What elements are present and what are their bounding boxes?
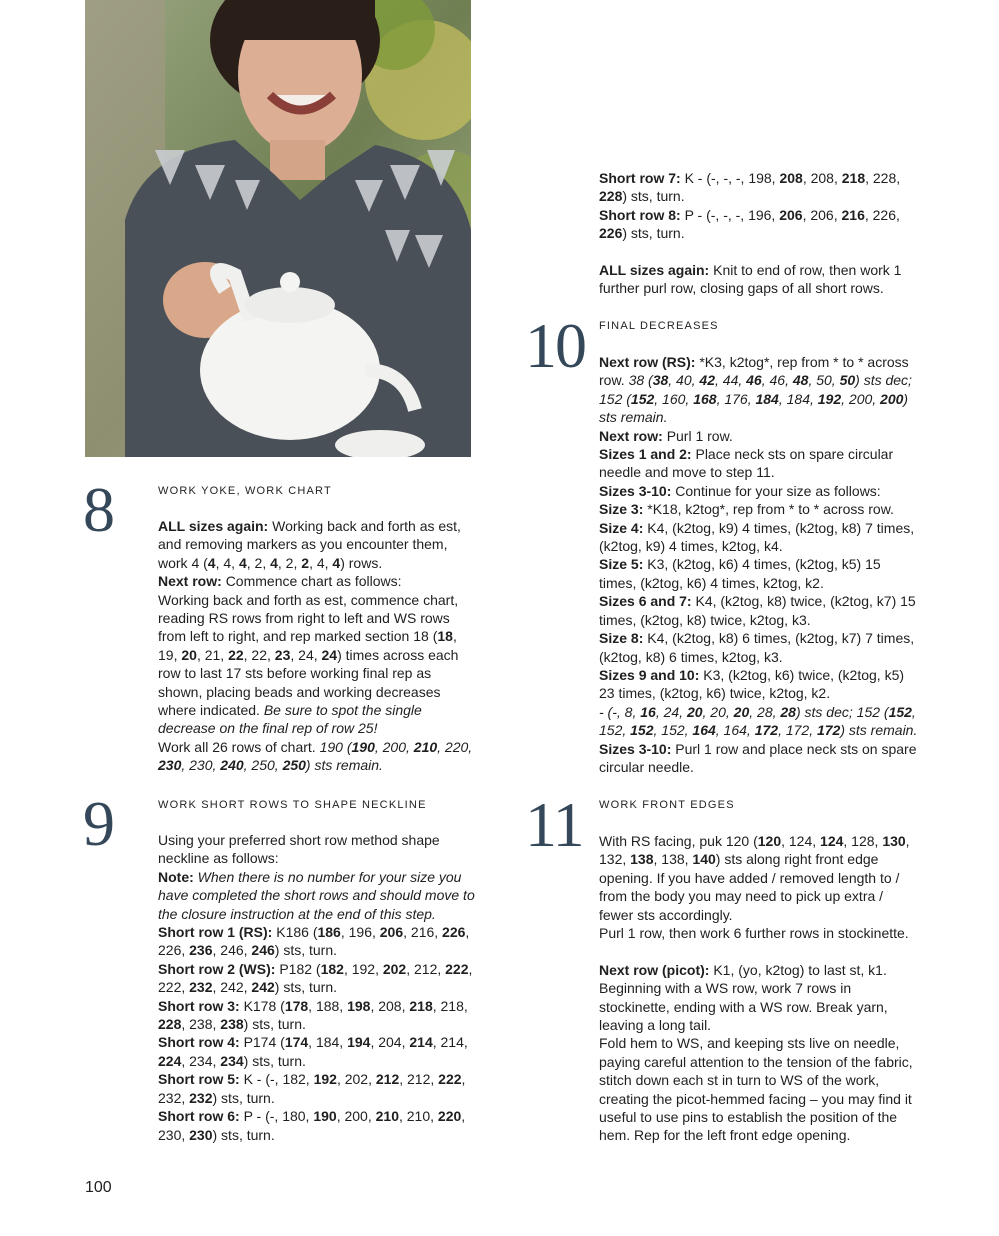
step-8-number: 8 (83, 474, 113, 545)
step-9-continued-body (599, 169, 919, 298)
step-10-body (599, 353, 919, 776)
step-8-body (158, 517, 478, 775)
photo-woman-pouring-tea (85, 0, 471, 457)
paragraph: Next row: Purl 1 row. (599, 427, 733, 444)
paragraph: Short row 6: P - (-, 180, 190, 200, 210, 210, 220, 230, 230) sts, turn. (158, 1108, 466, 1143)
paragraph: Purl 1 row, then work 6 further rows in stockinette. (599, 925, 909, 942)
step-10-heading: FINAL DECREASES (599, 320, 719, 332)
paragraph: Work all 26 rows of chart. 190 (190, 200, 210, 220, 230, 230, 240, 250, 250) sts remain. (158, 738, 473, 774)
paragraph: ALL sizes again: Working back and forth as est, and removing markers as you encounter them, work 4 (4, 4, 4, 2, 4, 2, 2, 4, 4) rows. (158, 518, 461, 571)
paragraph: Sizes 1 and 2: Place neck sts on spare circular needle and move to step 11. (599, 446, 894, 481)
paragraph: Sizes 3-10: Continue for your size as follows: (599, 482, 881, 499)
paragraph: Short row 5: K - (-, 182, 192, 202, 212, 212, 222, 232, 232) sts, turn. (158, 1071, 466, 1106)
paragraph: Short row 1 (RS): K186 (186, 196, 206, 216, 226, 226, 236, 246, 246) sts, turn. (158, 924, 470, 959)
paragraph: Note: When there is no number for your size you have completed the short rows and should move to the closure instruction at the end of this step. (158, 868, 475, 922)
step-11-body (599, 832, 919, 1145)
step-11-number: 11 (525, 789, 583, 860)
page-number: 100 (85, 1179, 112, 1196)
step-10-number: 10 (525, 310, 585, 381)
paragraph: ALL sizes again: Knit to end of row, then work 1 further purl row, closing gaps of all short rows. (599, 262, 902, 297)
paragraph: - (-, 8, 16, 24, 20, 20, 20, 28, 28) sts dec; 152 (152, 152, 152, 152, 164, 164, 172, 172, 172) sts remain. (599, 703, 918, 739)
paragraph: Short row 4: P174 (174, 184, 194, 204, 214, 214, 224, 234, 234) sts, turn. (158, 1034, 468, 1069)
step-9-number: 9 (83, 788, 113, 859)
paragraph: With RS facing, puk 120 (120, 124, 124, 128, 130, 132, 138, 138, 140) sts along right front edge opening. If you have added / removed length to / from the body you may need to pick up extra / fewer sts accordingly. (599, 833, 910, 923)
step-11-heading: WORK FRONT EDGES (599, 799, 735, 811)
paragraph: Size 4: K4, (k2tog, k9) 4 times, (k2tog, k8) 7 times, (k2tog, k9) 4 times, k2tog, k4. (599, 519, 915, 555)
step-8-heading: WORK YOKE, WORK CHART (158, 485, 332, 497)
photo-illustration (85, 0, 471, 457)
step-9-body (158, 831, 478, 1144)
paragraph: Short row 3: K178 (178, 188, 198, 208, 218, 218, 228, 238, 238) sts, turn. (158, 997, 468, 1033)
step-9-heading: WORK SHORT ROWS TO SHAPE NECKLINE (158, 799, 427, 811)
paragraph: Sizes 9 and 10: K3, (k2tog, k6) twice, (k2tog, k5) 23 times, (k2tog, k6) twice, k2tog, k2. (599, 666, 905, 702)
paragraph: Next row: Commence chart as follows: (158, 573, 402, 590)
paragraph: Size 3: *K18, k2tog*, rep from * to * across row. (599, 501, 894, 518)
paragraph: Using your preferred short row method shape neckline as follows: (158, 832, 440, 867)
paragraph: Working back and forth as est, commence chart, reading RS rows from right to left and WS rows from left to right, and rep marked section 18 (18, 19, 20, 21, 22, 22, 23, 24, 24) times across each row to last 17 sts before working final rep as shown, placing beads and working decreases where indicated. Be sure to spot the single decrease on the final rep of row 25! (158, 591, 459, 737)
paragraph: Sizes 6 and 7: K4, (k2tog, k8) twice, (k2tog, k7) 15 times, (k2tog, k8) twice, k2tog, k3. (599, 593, 916, 628)
paragraph: Size 5: K3, (k2tog, k6) 4 times, (k2tog, k5) 15 times, (k2tog, k6) 4 times, k2tog, k2. (599, 556, 881, 591)
paragraph: Short row 2 (WS): P182 (182, 192, 202, 212, 222, 222, 232, 242, 242) sts, turn. (158, 960, 473, 996)
paragraph: Next row (picot): K1, (yo, k2tog) to last st, k1. Beginning with a WS row, work 7 rows in stockinette, ending with a WS row. Break yarn, leaving a long tail. (599, 961, 888, 1034)
paragraph: Fold hem to WS, and keeping sts live on needle, paying careful attention to the tension of the fabric, stitch down each st in turn to WS of the work, creating the picot-hemmed facing – you may find it useful to use pins to establish the position of the hem. Rep for the left front edge opening. (599, 1035, 913, 1144)
paragraph: Sizes 3-10: Purl 1 row and place neck sts on spare circular needle. (599, 740, 917, 775)
paragraph: Short row 8: P - (-, -, -, 196, 206, 206, 216, 226, 226) sts, turn. (599, 206, 900, 242)
paragraph: Size 8: K4, (k2tog, k8) 6 times, (k2tog, k7) 7 times, (k2tog, k8) 6 times, k2tog, k3. (599, 630, 915, 665)
paragraph: Next row (RS): *K3, k2tog*, rep from * to * across row. 38 (38, 40, 42, 44, 46, 46, 48, 50, 50) sts dec; 152 (152, 160, 168, 176, 184, 184, 192, 200, 200) sts remain. (599, 354, 912, 426)
paragraph: Short row 7: K - (-, -, -, 198, 208, 208, 218, 228, 228) sts, turn. (599, 170, 901, 205)
